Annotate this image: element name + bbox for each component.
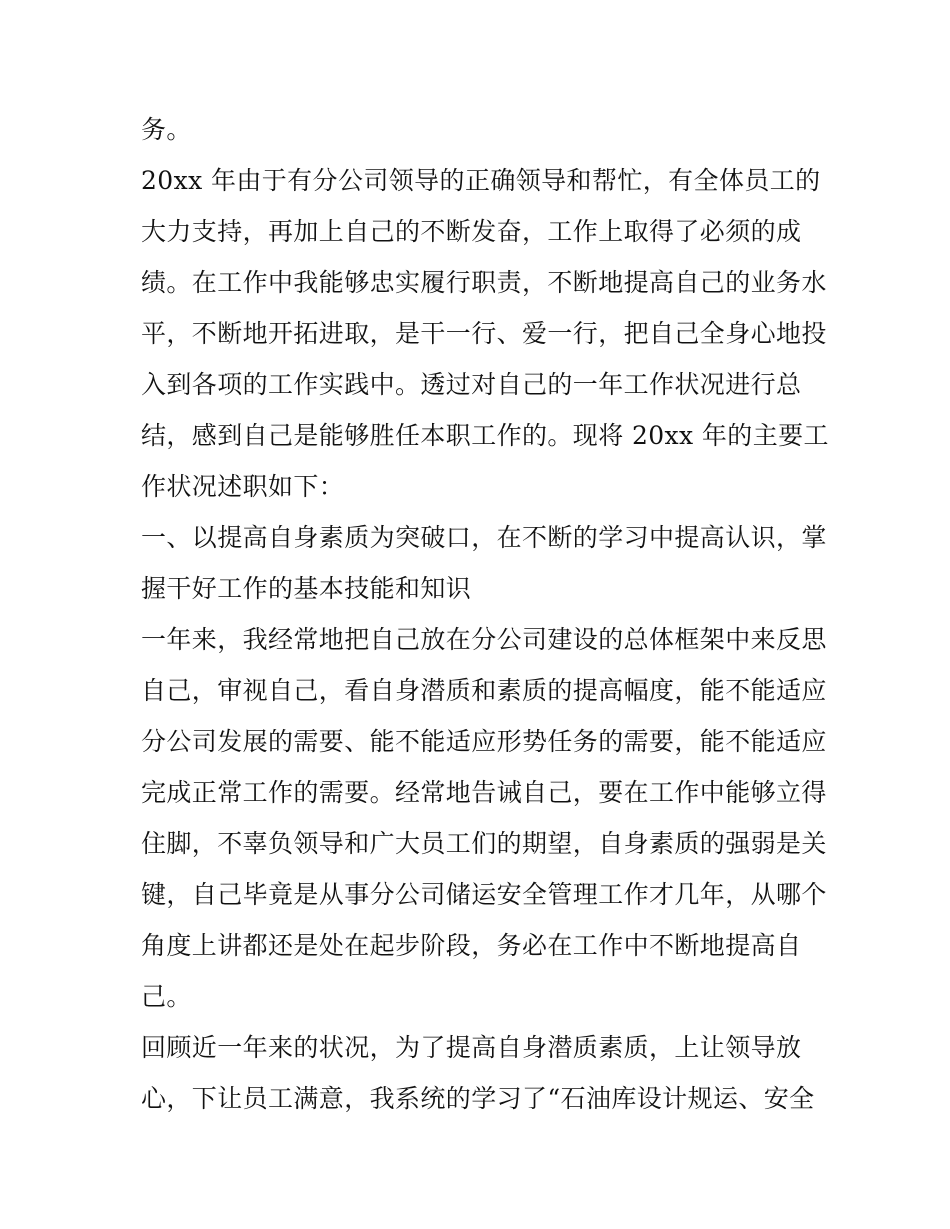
text-line: 角度上讲都还是处在起步阶段，务必在工作中不断地提高自 — [141, 931, 802, 960]
section-heading-line: 一、以提高自身素质为突破口，在不断的学习中提高认识，掌 — [141, 523, 827, 552]
text-line: 住脚，不辜负领导和广大员工们的期望，自身素质的强弱是关 — [141, 829, 827, 858]
text-line: 回顾近一年来的状况，为了提高自身潜质素质，上让领导放 — [141, 1033, 802, 1062]
section-heading-line: 握干好工作的基本技能和知识 — [141, 574, 472, 603]
text-line: 务。 — [141, 115, 192, 144]
text-line: 分公司发展的需要、能不能适应形势任务的需要，能不能适应 — [141, 727, 827, 756]
text-line: 心，下让员工满意，我系统的学习了“石油库设计规运、安全 — [141, 1084, 815, 1113]
text-line: 大力支持，再加上自己的不断发奋，工作上取得了必须的成 — [141, 217, 802, 246]
text-line: 绩。在工作中我能够忠实履行职责，不断地提高自己的业务水 — [141, 268, 827, 297]
text-line: 自己，审视自己，看自身潜质和素质的提高幅度，能不能适应 — [141, 676, 827, 705]
text-line: 结，感到自己是能够胜任本职工作的。现将 20xx 年的主要工 — [141, 421, 829, 450]
text-line: 完成正常工作的需要。经常地告诫自己，要在工作中能够立得 — [141, 778, 827, 807]
text-line: 平，不断地开拓进取，是干一行、爱一行，把自己全身心地投 — [141, 319, 827, 348]
text-line: 一年来，我经常地把自己放在分公司建设的总体框架中来反思 — [141, 625, 827, 654]
text-line: 20xx 年由于有分公司领导的正确领导和帮忙，有全体员工的 — [141, 166, 821, 195]
text-line: 己。 — [141, 982, 192, 1011]
text-line: 键，自己毕竟是从事分公司储运安全管理工作才几年，从哪个 — [141, 880, 827, 909]
document-body — [141, 104, 829, 1124]
text-line: 入到各项的工作实践中。透过对自己的一年工作状况进行总 — [141, 370, 802, 399]
text-line: 作状况述职如下： — [141, 472, 345, 501]
